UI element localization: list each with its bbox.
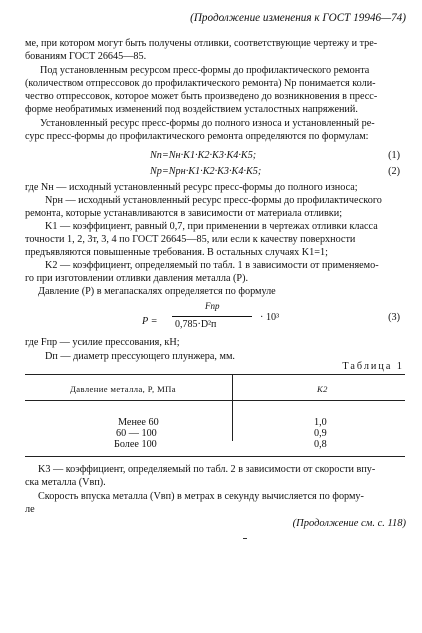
table-bottom-rule xyxy=(25,456,405,457)
formula-3-denominator: 0,785·D²п xyxy=(175,319,217,330)
definition-line: K1 — коэффициент, равный 0,7, при применении в чертежах отливки класса xyxy=(45,221,378,232)
text-line: Под установленным ресурсом пресс-формы до профилактического ремонта xyxy=(40,65,370,76)
text-line: ме, при котором могут быть получены отливки, соответствующие чертежу и тре- xyxy=(25,38,378,49)
definition-line: ремонта, которые устанавливаются в зависимости от материала отливки; xyxy=(25,208,343,219)
formula-2: Nр=Nрн·K1·K2·K3·K4·K5; xyxy=(150,166,262,177)
table-title: Таблица 1 xyxy=(342,361,404,372)
table-column-divider xyxy=(232,374,233,441)
definition-line: Nрн — исходный установленный ресурс пресс-формы до профилактического xyxy=(45,195,382,206)
table-header-k2: K2 xyxy=(317,384,328,394)
formula-2-number: (2) xyxy=(388,166,400,177)
text-line: Скорость впуска металла (Vвп) в метрах в секунду вычисляется по форму- xyxy=(38,491,364,502)
scan-mark xyxy=(243,538,247,539)
text-line: сурс пресс-формы до профилактического ремонта определяются по формулам: xyxy=(25,131,369,142)
text-line: бованиям ГОСТ 26645—85. xyxy=(25,51,147,62)
definition-line: предъявляются повышенные требования. В остальных случаях K1=1; xyxy=(25,247,328,258)
page-header: (Продолжение изменения к ГОСТ 19946—74) xyxy=(190,12,406,24)
definition-line: где Nн — исходный установленный ресурс пресс-формы до полного износа; xyxy=(25,182,358,193)
definition-line: K2 — коэффициент, определяемый по табл. 1 в зависимости от применяемо- xyxy=(45,260,379,271)
table-cell: 0,8 xyxy=(314,439,327,450)
text-line: ле xyxy=(25,504,35,515)
formula-3-lhs: P = xyxy=(142,316,158,327)
formula-3-number: (3) xyxy=(388,312,400,323)
continuation-note: (Продолжение см. с. 118) xyxy=(292,518,406,529)
text-line: (количеством отпрессовок до профилактического ремонта) Nр понимается коли- xyxy=(25,78,376,89)
definition-line: Dп — диаметр прессующего плунжера, мм. xyxy=(45,351,235,362)
table-cell: 1,0 xyxy=(314,417,327,428)
table-top-rule xyxy=(25,374,405,375)
definition-line: где Fпр — усилие прессования, кН; xyxy=(25,337,180,348)
definition-line: го при изготовлении отливки давления металла (P). xyxy=(25,273,249,284)
table-cell: Более 100 xyxy=(114,439,157,450)
formula-3-numerator: Fпр xyxy=(205,301,220,311)
formula-3-fraction-bar xyxy=(172,316,252,317)
formula-3-multiplier: · 10³ xyxy=(260,312,280,323)
text-line: ска металла (Vвп). xyxy=(25,477,106,488)
text-line: чество отпрессовок, которое может быть произведено до возникновения в пресс- xyxy=(25,91,378,102)
formula-1: Nп=Nн·K1·K2·K3·K4·K5; xyxy=(150,150,257,161)
text-line: Установленный ресурс пресс-формы до полного износа и установленный ре- xyxy=(40,118,375,129)
table-cell: 0,9 xyxy=(314,428,327,439)
table-cell: Менее 60 xyxy=(118,417,159,428)
formula-1-number: (1) xyxy=(388,150,400,161)
table-cell: 60 — 100 xyxy=(116,428,157,439)
table-header-rule xyxy=(25,400,405,401)
definition-line: Давление (P) в мегапаскалях определяется по формуле xyxy=(38,286,276,297)
table-header-pressure: Давление металла, P, МПа xyxy=(70,384,176,394)
text-line: K3 — коэффициент, определяемый по табл. 2 в зависимости от скорости впу- xyxy=(38,464,376,475)
text-line: форме необратимых изменений под воздействием усталостных напряжений. xyxy=(25,104,358,115)
definition-line: точности 1, 2, 3т, 3, 4 по ГОСТ 26645—85, или если к качеству поверхности xyxy=(25,234,356,245)
